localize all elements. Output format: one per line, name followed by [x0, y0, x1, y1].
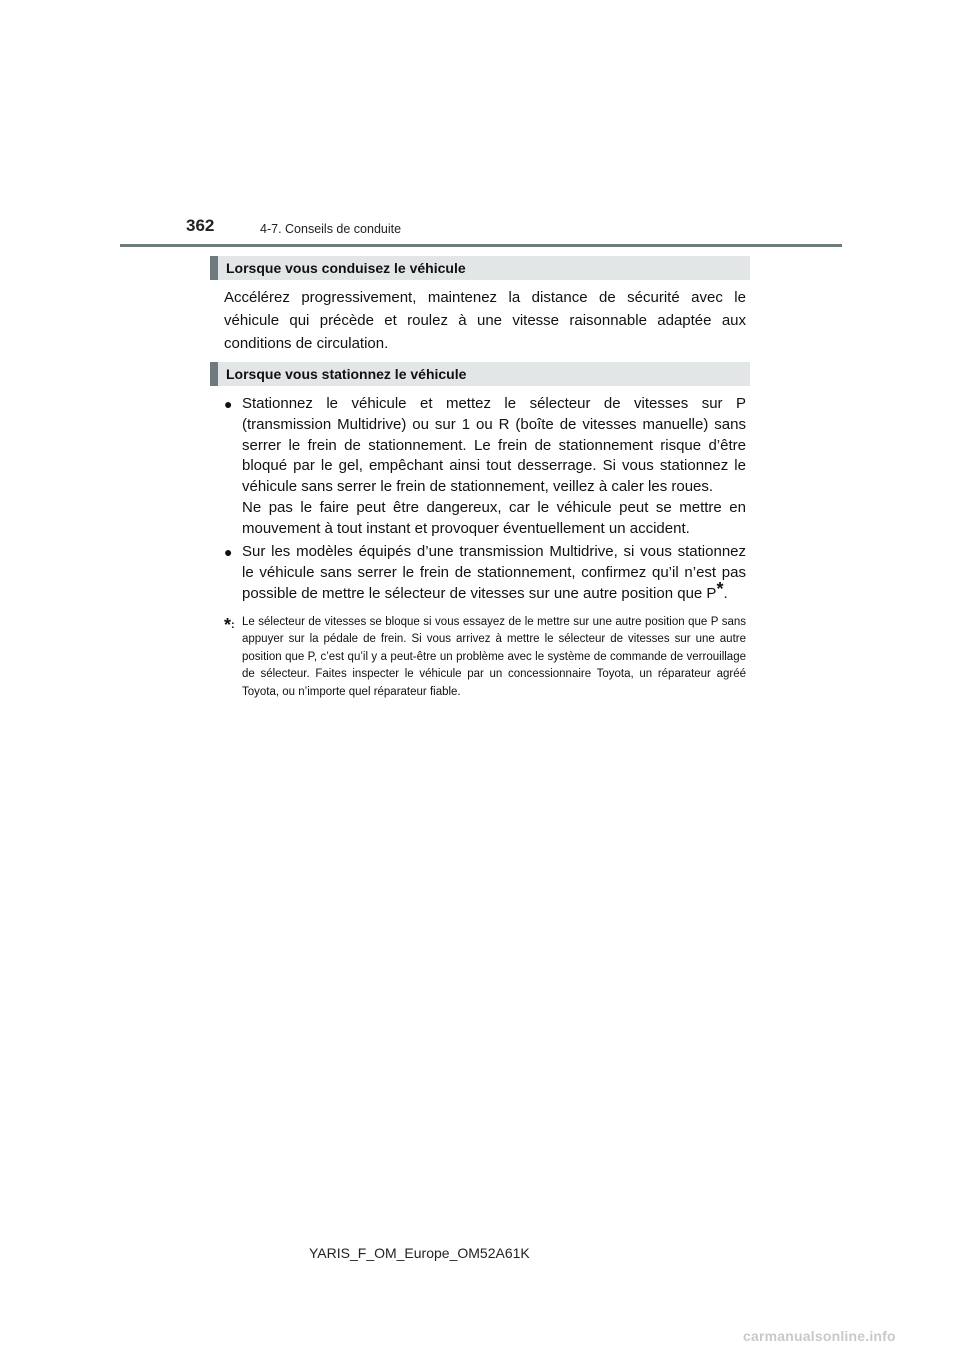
asterisk-superscript: * — [716, 578, 724, 599]
bullet-icon: ● — [224, 396, 233, 412]
bullet-2-period: . — [723, 584, 728, 602]
bullet-1-text-continued: Ne pas le faire peut être dangereux, car le véhicule peut se mettre en mouvement à tout instant et provoquer éventuellement un accident. — [242, 498, 746, 537]
parking-bullet-1 — [224, 394, 746, 540]
parking-bullet-2 — [224, 542, 746, 604]
watermark: carmanualsonline.info — [743, 1328, 896, 1344]
driving-subheading-text: Lorsque vous conduisez le véhicule — [226, 260, 466, 276]
bullet-2-body — [242, 542, 746, 604]
parking-subheading — [210, 362, 750, 386]
page-number: 362 — [186, 216, 215, 235]
driving-subheading — [210, 256, 750, 280]
footnote-mark — [224, 614, 242, 701]
header-divider — [120, 244, 842, 247]
bullet-icon: ● — [224, 544, 233, 560]
bullet-1-text: Stationnez le véhicule et mettez le sélecteur de vitesses sur P (transmission Multidrive) ou sur 1 ou R (boîte de vitesses manuelle) sans serrer le frein de stationnement. Le frein de stationnement risque d’être bloqué par le gel, empêchant ainsi tout desserrage. Si vous stationnez le véhicule sans serrer le frein de stationnement, veillez à caler les roues. — [242, 395, 746, 496]
document-code: YARIS_F_OM_Europe_OM52A61K — [309, 1245, 530, 1261]
bullet-2-text: Sur les modèles équipés d’une transmission Multidrive, si vous stationnez le véhicule sans serrer le frein de stationnement, confirmez qu’il n’est pas possible de mettre le sélecteur de vitesses sur une autre position que P — [242, 543, 746, 602]
footnote — [224, 614, 746, 701]
footnote-text: Le sélecteur de vitesses se bloque si vous essayez de le mettre sur une autre position que P sans appuyer sur la pédale de frein. Si vous arrivez à mettre le sélecteur de vitesses sur une autre position que P, c’est qu’il y a peut-être un problème avec le système de commande de verrouillage de sélecteur. Faites inspecter le véhicule par un concessionnaire Toyota, un réparateur agréé Toyota, ou n’importe quel réparateur fiable. — [242, 616, 746, 698]
footnote-asterisk: * — [224, 615, 232, 635]
parking-subheading-text: Lorsque vous stationnez le véhicule — [226, 366, 467, 382]
bullet-1-body — [242, 394, 746, 540]
section-title: 4-7. Conseils de conduite — [260, 222, 402, 236]
footnote-colon: : — [231, 619, 235, 631]
driving-paragraph: Accélérez progressivement, maintenez la distance de sécurité avec le véhicule qui précède et roulez à une vitesse raisonnable adaptée aux conditions de circulation. — [224, 289, 746, 352]
